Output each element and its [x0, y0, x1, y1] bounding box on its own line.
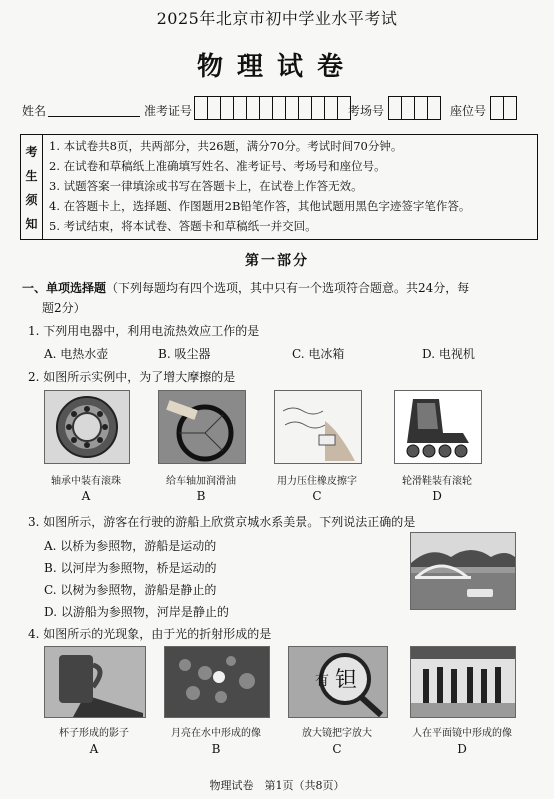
- q2-caption-d: 轮滑鞋装有滚轮: [402, 476, 472, 487]
- q3-image-boat-bridge: [410, 532, 516, 610]
- q3-option-c[interactable]: C. 以树为参照物，游船是静止的: [44, 583, 217, 597]
- question-2-stem: 2. 如图所示实例中，为了增大摩擦的是: [28, 370, 236, 384]
- q2-option-d[interactable]: D: [432, 489, 442, 503]
- q1-option-b[interactable]: B. 吸尘器: [158, 347, 211, 361]
- part-one-title: 第一部分: [245, 253, 309, 269]
- q3-option-b[interactable]: B. 以河岸为参照物，桥是运动的: [44, 561, 217, 575]
- exam-title: 2025年北京市初中学业水平考试: [156, 9, 398, 28]
- q4-option-d[interactable]: D: [457, 742, 467, 756]
- notice-item: 4. 在答题卡上，选择题、作图题用2B铅笔作答，其他试题用黑色字迹签字笔作答。: [49, 199, 471, 213]
- q2-option-a[interactable]: A: [81, 489, 91, 503]
- room-number-boxes[interactable]: [388, 96, 440, 120]
- notice-list: [49, 136, 470, 236]
- q1-option-d[interactable]: D. 电视机: [422, 347, 475, 361]
- q3-option-d[interactable]: D. 以游船为参照物，河岸是静止的: [44, 605, 229, 619]
- q2-caption-c: 用力压住橡皮擦字: [277, 476, 357, 487]
- page-footer: 物理试卷 第1页（共8页）: [209, 779, 345, 792]
- section-one-desc: （下列每题均有四个选项，其中只有一个选项符合题意。共24分，每: [106, 281, 470, 295]
- q2-caption-a: 轴承中装有滚珠: [51, 476, 121, 487]
- section-one-header: [22, 278, 542, 318]
- question-4-stem: 4. 如图所示的光现象，由于光的折射形成的是: [28, 627, 272, 641]
- ticket-number-boxes[interactable]: [194, 96, 350, 120]
- notice-item: 1. 本试卷共8页，共两部分，共26题，满分70分。考试时间70分钟。: [49, 139, 403, 153]
- candidate-notice-box: [20, 134, 538, 240]
- q3-option-a[interactable]: A. 以桥为参照物，游船是运动的: [44, 539, 217, 553]
- q2-image-bearing: [44, 390, 130, 464]
- q4-image-magnifier: [288, 646, 388, 718]
- q1-option-a[interactable]: A. 电热水壶: [44, 347, 109, 361]
- q4-option-b[interactable]: B: [211, 742, 221, 756]
- q4-image-cup-shadow: [44, 646, 146, 718]
- q4-image-mirror-dancers: [410, 646, 516, 718]
- name-label: 姓名: [22, 104, 47, 118]
- q4-option-a[interactable]: A: [89, 742, 99, 756]
- seat-number-boxes[interactable]: [490, 96, 516, 120]
- q2-option-b[interactable]: B: [196, 489, 206, 503]
- section-one-title: 一、单项选择题: [22, 281, 107, 295]
- name-field[interactable]: [48, 116, 140, 117]
- q2-image-eraser: [274, 390, 362, 464]
- q2-image-skates: [394, 390, 482, 464]
- seat-label: 座位号: [450, 104, 487, 118]
- q2-caption-b: 给车轴加润滑油: [166, 476, 236, 487]
- q2-image-bicycle-oil: [158, 390, 246, 464]
- notice-item: 3. 试题答案一律填涂或书写在答题卡上，在试卷上作答无效。: [49, 179, 363, 193]
- paper-title: 物理试卷: [196, 52, 357, 82]
- section-one-desc-cont: 题2分）: [42, 301, 86, 315]
- question-1-stem: 1. 下列用电器中，利用电流热效应工作的是: [28, 324, 260, 338]
- candidate-info-row: [22, 96, 542, 122]
- q1-option-c[interactable]: C. 电冰箱: [292, 347, 345, 361]
- svg-text:有: 有: [315, 673, 329, 689]
- notice-item: 2. 在试卷和草稿纸上准确填写姓名、准考证号、考场号和座位号。: [49, 159, 386, 173]
- q4-caption-d: 人在平面镜中形成的像: [412, 728, 512, 739]
- room-label: 考场号: [348, 104, 385, 118]
- q4-option-c[interactable]: C: [332, 742, 342, 756]
- q4-caption-c: 放大镜把字放大: [302, 728, 372, 739]
- q2-option-c[interactable]: C: [312, 489, 322, 503]
- ticket-label: 准考证号: [144, 104, 193, 118]
- svg-text:钽: 钽: [335, 668, 358, 693]
- notice-item: 5. 考试结束，将本试卷、答题卡和草稿纸一并交回。: [49, 219, 317, 233]
- q4-caption-a: 杯子形成的影子: [59, 728, 129, 739]
- q4-caption-b: 月亮在水中形成的像: [171, 728, 261, 739]
- q4-image-moon-water: [164, 646, 270, 718]
- notice-side-label: 考 生 须 知: [21, 135, 43, 239]
- question-3-stem: 3. 如图所示，游客在行驶的游船上欣赏京城水系美景。下列说法正确的是: [28, 515, 416, 529]
